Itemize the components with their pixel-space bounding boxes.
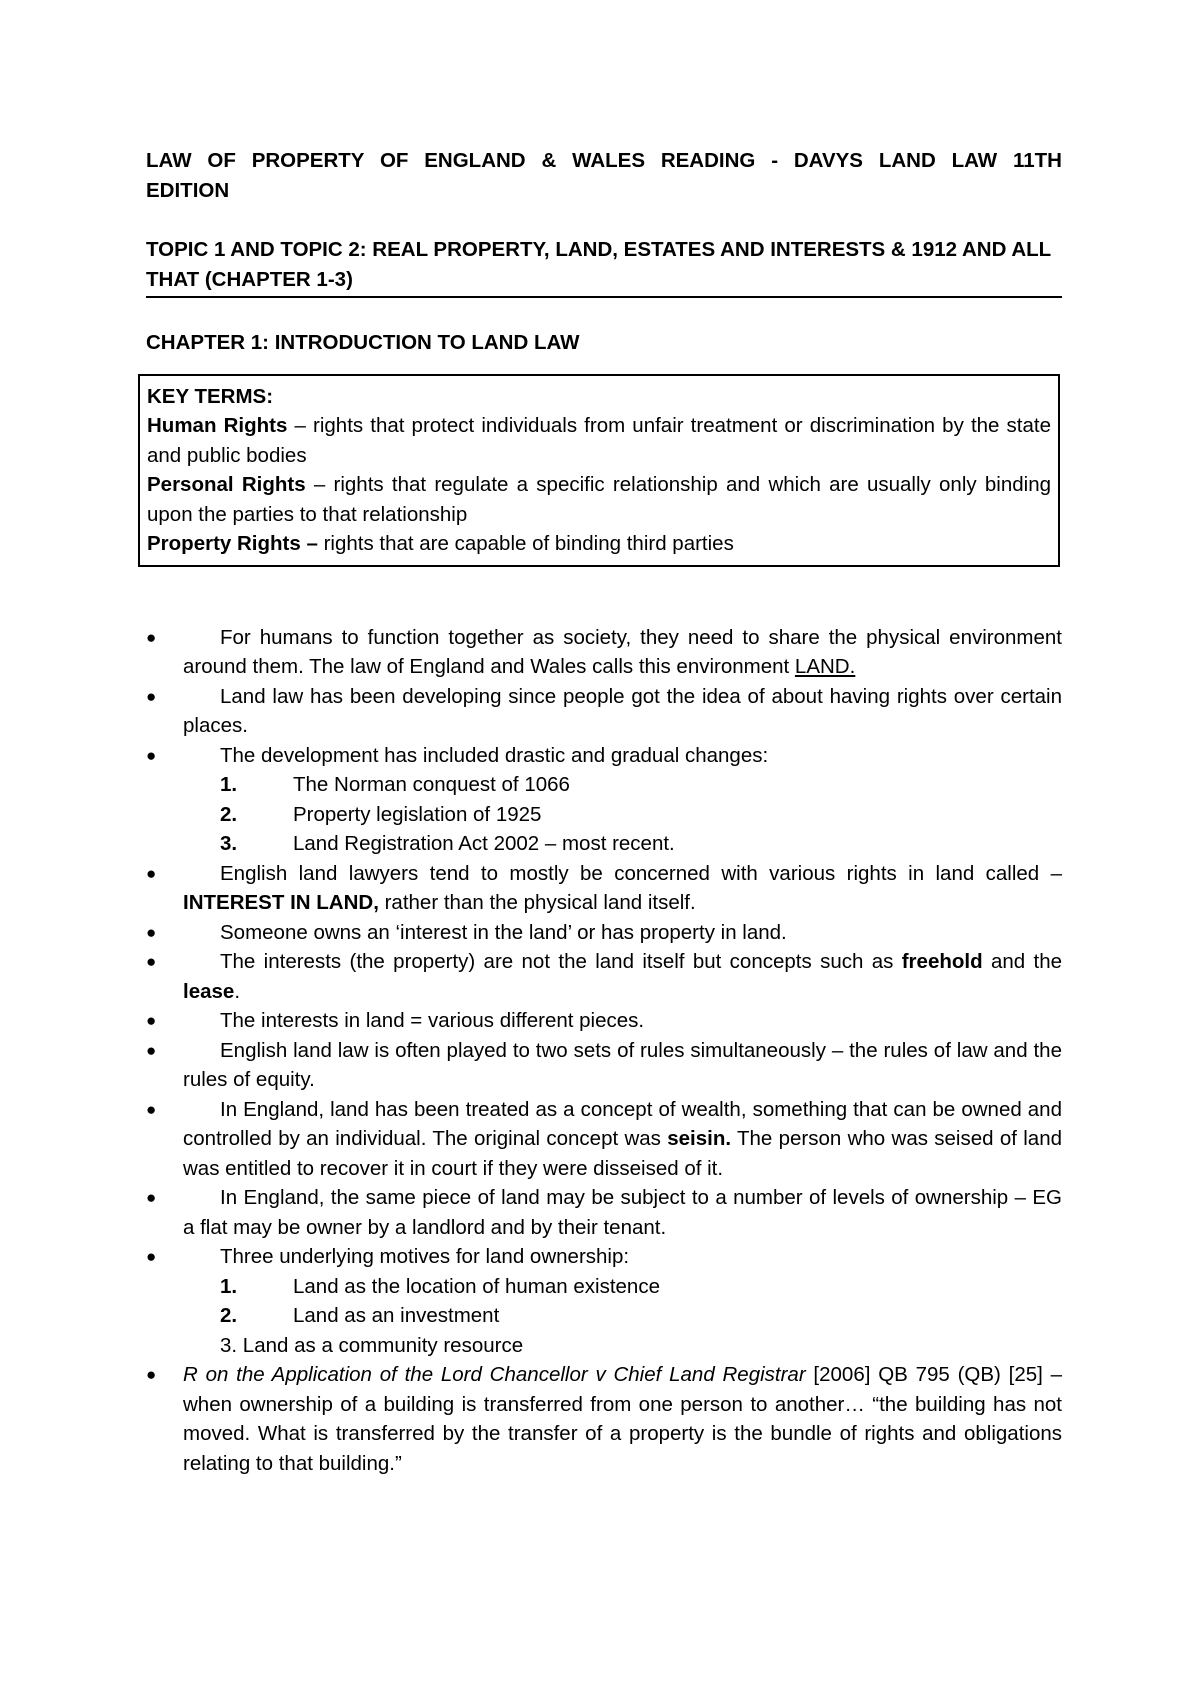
item-number: 1.	[220, 773, 238, 796]
numbered-list	[183, 1272, 1062, 1331]
key-term-definition: – rights that protect individuals from unfair treatment or discrimination by the state and public bodies	[147, 414, 1051, 467]
key-term-human-rights	[147, 411, 1051, 470]
numbered-item-plain: 3. Land as a community resource	[220, 1333, 524, 1357]
bullet-dot-icon: ●	[146, 863, 157, 883]
seisin-term: seisin.	[667, 1127, 732, 1150]
key-term-label: Property Rights –	[147, 532, 318, 555]
list-item	[146, 1183, 1062, 1242]
list-item-text: Someone owns an ‘interest in the land’ or has property in land.	[220, 920, 787, 944]
item-text: Land as an investment	[293, 1304, 500, 1327]
key-terms-box	[138, 374, 1060, 567]
list-item	[146, 918, 1062, 948]
list-item	[146, 859, 1062, 918]
key-term-personal-rights	[147, 470, 1051, 529]
numbered-item	[220, 1301, 1062, 1331]
list-item-text: For humans to function together as society, they need to share the physical environment around them. The law of England and Wales calls this environment	[183, 625, 1062, 678]
item-text: Property legislation of 1925	[293, 802, 542, 826]
land-term: LAND.	[794, 655, 856, 678]
bullet-dot-icon: ●	[146, 1040, 157, 1060]
list-item	[146, 623, 1062, 682]
bullet-dot-icon: ●	[146, 922, 157, 942]
item-text: Land as the location of human existence	[293, 1274, 660, 1298]
bullet-dot-icon: ●	[146, 1188, 157, 1207]
item-number: 2.	[220, 802, 238, 826]
numbered-list	[183, 770, 1062, 859]
list-item	[146, 1036, 1062, 1095]
topic-heading: TOPIC 1 AND TOPIC 2: REAL PROPERTY, LAND, ESTATES AND INTERESTS & 1912 AND ALL THAT (CHAPTER 1-3)	[146, 235, 1062, 298]
list-item	[146, 1006, 1062, 1036]
item-number: 2.	[220, 1304, 238, 1327]
bullet-dot-icon: ●	[146, 1365, 157, 1384]
list-item-text: The interests in land = various different pieces.	[220, 1009, 645, 1032]
list-item-text: In England, the same piece of land may be subject to a number of levels of ownership – EG a flat may be owner by a landlord and by their tenant.	[183, 1186, 1062, 1239]
key-term-label: Human Rights	[147, 414, 288, 437]
bullet-dot-icon: ●	[146, 1099, 157, 1119]
key-term-definition: – rights that regulate a specific relationship and which are usually only binding upon the parties to that relationship	[147, 473, 1052, 526]
list-item	[146, 1360, 1062, 1478]
item-number: 1.	[220, 1274, 238, 1298]
key-term-label: Personal Rights	[147, 473, 306, 496]
list-item-text: Three underlying motives for land ownership:	[220, 1245, 630, 1268]
bullet-dot-icon: ●	[146, 952, 157, 971]
lease-term: lease	[183, 979, 235, 1003]
list-item	[146, 947, 1062, 1006]
case-name: R on the Application of the Lord Chancellor v Chief Land Registrar	[183, 1363, 806, 1386]
document-content	[146, 146, 1062, 1478]
list-item	[146, 682, 1062, 741]
document-title: LAW OF PROPERTY OF ENGLAND & WALES READING - DAVYS LAND LAW 11TH EDITION	[146, 149, 1062, 202]
bullet-list	[146, 623, 1062, 1479]
list-item	[146, 1242, 1062, 1360]
list-item-text: English land lawyers tend to mostly be concerned with various rights in land called –	[220, 861, 1062, 885]
bullet-dot-icon: ●	[146, 686, 157, 706]
freehold-term: freehold	[901, 950, 983, 973]
list-item-text: The interests (the property) are not the land itself but concepts such as	[220, 950, 902, 973]
numbered-item	[220, 1272, 1062, 1302]
list-item	[146, 1095, 1062, 1184]
item-text: Land Registration Act 2002 – most recent.	[293, 832, 675, 855]
list-item-text: Land law has been developing since people got the idea of about having rights over certain places.	[183, 684, 1062, 737]
list-item-text: In England, land has been treated as a concept of wealth, something that can be owned and controlled by an individual. The original concept was	[183, 1097, 1062, 1150]
bullet-dot-icon: ●	[146, 1247, 157, 1266]
list-item-text: The development has included drastic and gradual changes:	[220, 743, 769, 767]
numbered-item	[220, 829, 1062, 859]
list-item	[146, 741, 1062, 859]
chapter-heading: CHAPTER 1: INTRODUCTION TO LAND LAW	[146, 331, 580, 354]
list-item-text: .	[234, 979, 241, 1003]
numbered-item	[220, 800, 1062, 830]
item-number: 3.	[220, 832, 238, 855]
item-text: The Norman conquest of 1066	[293, 773, 570, 796]
list-item-text: The person who was seised of land was entitled to recover it in court if they were disseised of it.	[183, 1127, 1062, 1180]
key-terms-heading: KEY TERMS:	[147, 384, 274, 408]
key-term-property-rights	[147, 529, 1051, 559]
case-quote: [2006] QB 795 (QB) [25] – when ownership of a building is transferred from one person to another… “the building has not moved. What is transferred by the transfer of a property is the bundle of rights and obligations relating to that building.”	[183, 1363, 1062, 1475]
list-item-text: rather than the physical land itself.	[378, 891, 696, 914]
bullet-dot-icon: ●	[146, 745, 157, 765]
key-term-definition: rights that are capable of binding third parties	[317, 532, 734, 555]
interest-in-land-term: INTEREST IN LAND,	[183, 891, 379, 914]
list-item-text: English land law is often played to two sets of rules simultaneously – the rules of law and the rules of equity.	[183, 1038, 1062, 1091]
bullet-dot-icon: ●	[146, 1011, 157, 1030]
bullet-dot-icon: ●	[146, 627, 157, 647]
list-item-text: and the	[982, 950, 1063, 973]
numbered-item	[220, 770, 1062, 800]
